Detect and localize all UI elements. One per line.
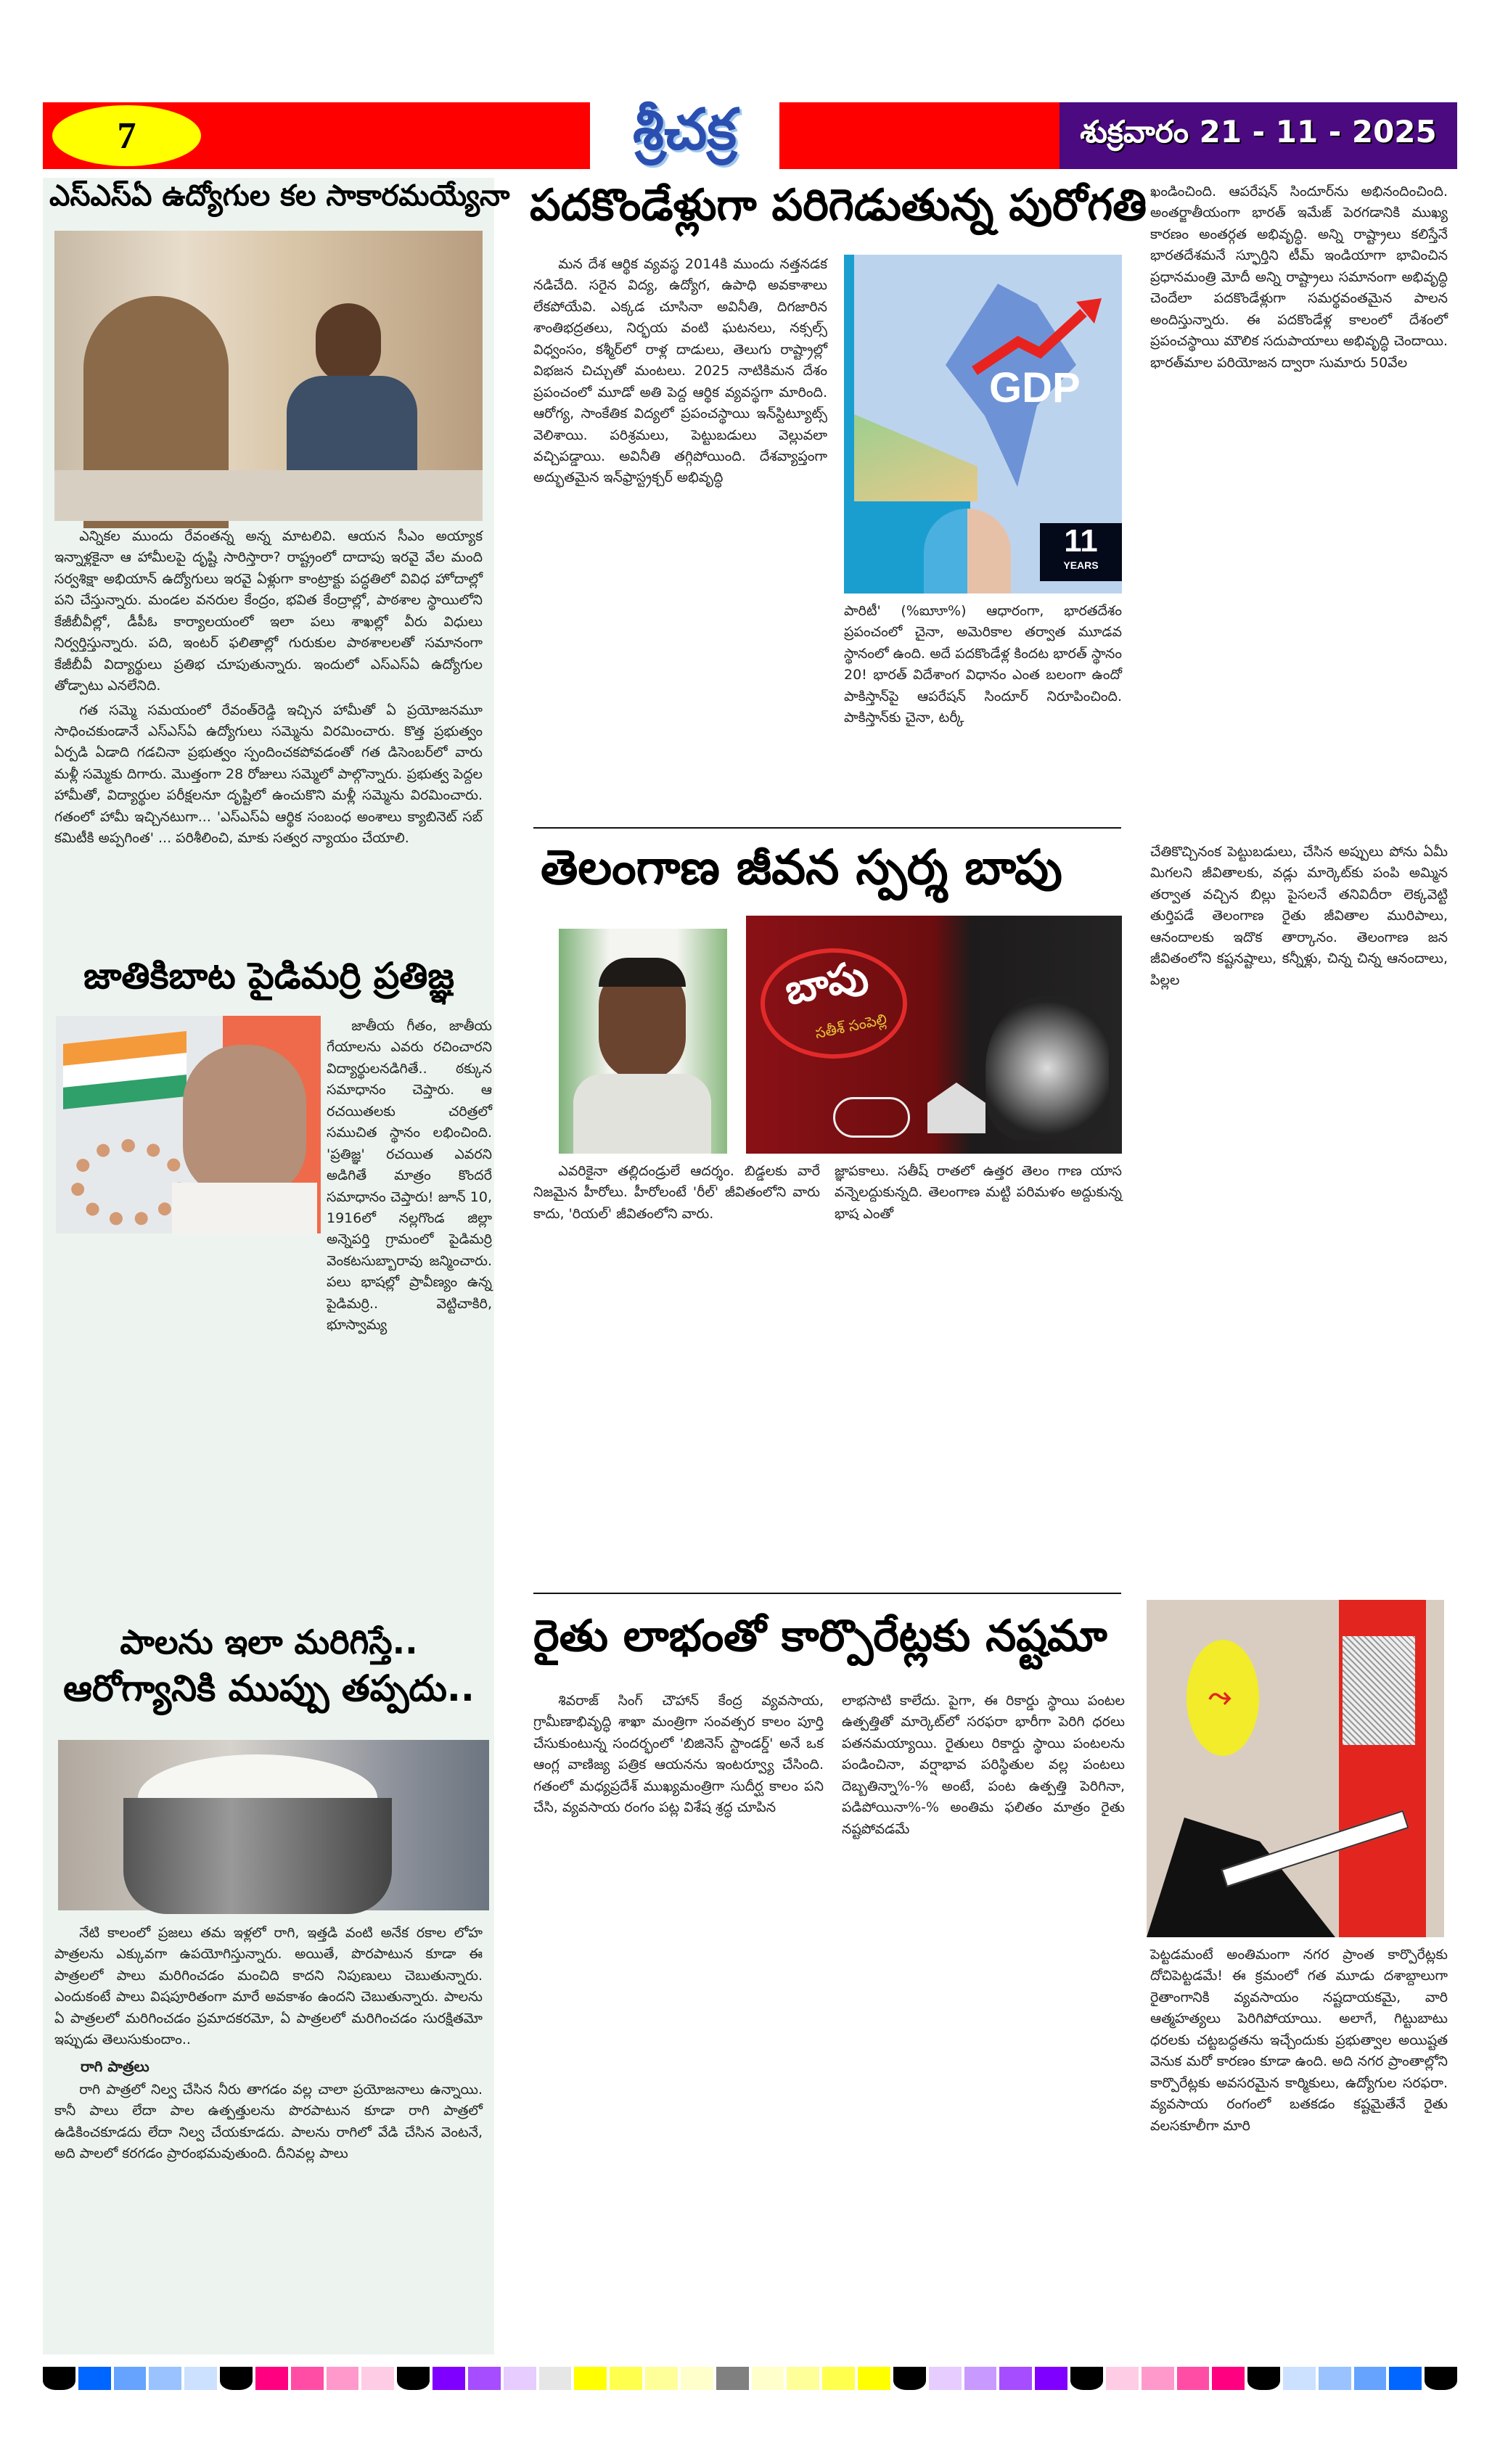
color-swatch (716, 2367, 749, 2390)
paidimarri-side-text (327, 1016, 492, 1334)
farmer-col-2 (842, 1691, 1125, 2351)
newspaper-logo (590, 93, 779, 180)
paragraph: చేతికొచ్చినంక పెట్టుబడులు, చేసిన అప్పులు పోను ఏమీ మిగలని జీవితాలకు, వడ్లు మార్కెట్‌కు పంపి అమ్మిన తర్వాత వచ్చిన బిల్లు పైసలనే తనివిదీరా లెక్కవెట్టి తుర్తిపడే తెలంగాణ రైతు జీవితాల మురిపాలు, ఆనందాలకు ఇదొక తార్కానం. తెలంగాణ జన జీవితంలోని కష్టనష్టాలు, కన్నీళ్లు, చిన్న చిన్న ఆనందాలు, పిల్లల (1150, 844, 1448, 988)
color-swatch (397, 2367, 430, 2390)
color-swatch (822, 2367, 855, 2390)
paragraph: శివరాజ్ సింగ్ చౌహాన్ కేంద్ర వ్యవసాయ, గ్రామీణాభివృద్ధి శాఖా మంత్రిగా సంవత్సర కాలం పూర్తి చేసుకుంటున్న సందర్భంలో 'బిజినెస్ స్టాండర్డ్' అనే ఒక ఆంగ్ల వాణిజ్య పత్రిక ఆయనను ఇంటర్వ్యూ చేసింది. గతంలో మధ్యప్రదేశ్ ముఖ్యమంత్రిగా సుదీర్ఘ కాలం పని చేసి, వ్యవసాయ రంగం పట్ల విశేష శ్రద్ధ చూపిన (533, 1693, 824, 1816)
paragraph: జ్ఞాపకాలు. సతీష్ రాతలో ఉత్తర తెలం గాణ యాస వన్నెలద్దుకున్నది. తెలంగాణ మట్టి పరిమళం అద్దుకున్న భాష ఎంతో (835, 1163, 1122, 1222)
color-swatch (149, 2367, 181, 2390)
paragraph: పెట్టడమంటే అంతిమంగా నగర ప్రాంత కార్పొరేట్లకు దోచిపెట్టడమే! ఈ క్రమంలో గత మూడు దశాబ్దాలుగా రైతాంగానికి వ్యవసాయం నష్టదాయకమై, వారి ఆత్మహత్యలు పెరిగిపోయాయి. అలాగే, గిట్టుబాటు ధరలకు చట్టబద్ధతను ఇచ్చేందుకు ప్రభుత్వాల అయిష్టత వెనుక మరో కారణం కూడా ఉంది. అది నగర ప్రాంతాల్లోని కార్పొరేట్లకు అవసరమైన కార్మికులు, ఉద్యోగుల సరఫరా. వ్యవసాయ రంగంలో బతకడం కష్టమైతేనే రైతు వలసకూలీగా మారి (1150, 1947, 1448, 2134)
farmer-cartoon (1147, 1600, 1444, 1937)
gdp-label: GDP (989, 364, 1081, 411)
ssa-interview-photo (54, 231, 483, 519)
color-swatch (43, 2367, 75, 2390)
date-band (1060, 102, 1457, 169)
paragraph: రాగి పాత్రలో నిల్వ చేసిన నీరు తాగడం వల్ల చాలా ప్రయోజనాలు ఉన్నాయి. కానీ పాలు లేదా పాల ఉత్పత్తులను పొరపాటున కూడా రాగి పాత్రలో ఉడికించకూడదు లేదా నిల్వ చేయకూడదు. పాలను రాగిలో వేడి చేసిన వెంటనే, అది పాలలో కరగడం ప్రారంభమవుతుంది. దీనివల్ల పాలు (54, 2081, 483, 2161)
paragraph: ఎవరికైనా తల్లిదండ్రులే ఆదర్శం. బిడ్డలకు వారే నిజమైన హీరోలు. హీరోలంటే 'రీల్' జీవితంలోని వారు కాదు, 'రియల్' జీవితంలోని వారు. (533, 1163, 820, 1222)
color-swatch (1319, 2367, 1351, 2390)
color-swatch (752, 2367, 784, 2390)
paidimarri-photo (56, 1016, 321, 1233)
rupee-arrow-icon: ⤳ (1208, 1680, 1231, 1713)
color-swatch (433, 2367, 465, 2390)
color-swatch (1212, 2367, 1245, 2390)
color-swatch (681, 2367, 713, 2390)
ssa-headline: ఎస్ఎస్ఏ ఉద్యోగుల కల సాకారమయ్యేనా (49, 179, 510, 213)
color-swatch (78, 2367, 111, 2390)
color-swatch (220, 2367, 253, 2390)
color-swatch (1425, 2367, 1457, 2390)
section-divider (533, 827, 1121, 829)
bapu-col-3 (1150, 842, 1448, 1578)
progress-col-2 (844, 601, 1122, 805)
issue-date: శుక్రవారం 21 - 11 - 2025 (1080, 114, 1437, 149)
color-swatch (539, 2367, 572, 2390)
bapu-col-2 (835, 1161, 1122, 1578)
logo-text: శ్రీచక్ర (633, 96, 737, 163)
color-swatch (1389, 2367, 1422, 2390)
color-swatch (468, 2367, 501, 2390)
print-color-bar (43, 2367, 1457, 2390)
color-swatch (858, 2367, 890, 2390)
gdp-illustration (844, 255, 1122, 594)
paragraph: ఖండించింది. ఆపరేషన్ సిందూర్‌ను అభినందించింది. అంతర్జాతీయంగా భారత్ ఇమేజ్ పెరగడానికి ముఖ్య కారణం అంతర్గత అభివృద్ధి. అన్ని రాష్ట్రాలు కలిస్తేనే భారతదేశమనే స్ఫూర్తిని టీమ్ ఇండియాగా భావించిన ప్రధానమంత్రి మోదీ అన్ని రాష్ట్రాలు సమానంగా అభివృద్ధి చెందేలా పదకొండేళ్లుగా సమర్థవంతమైన పాలన అందిస్తున్నారు. ఈ పదకొండేళ్ల కాలంలో దేశంలో ప్రపంచస్థాయి మౌలిక సదుపాయాలు అభివృద్ధి చెందాయి. భారత్‌మాల పరియోజన ద్వారా సుమారు 50వేల (1150, 184, 1448, 371)
farmer-col-3 (1150, 1944, 1448, 2351)
progress-col-3 (1150, 181, 1448, 805)
color-swatch (1354, 2367, 1387, 2390)
color-swatch (255, 2367, 288, 2390)
bapu-book-poster (746, 916, 1122, 1154)
farmer-col-1 (533, 1691, 824, 2351)
color-swatch (964, 2367, 997, 2390)
author-photo (559, 929, 727, 1154)
milk-headline-line2: ఆరోగ్యానికి ముప్పు తప్పదు.. (63, 1667, 475, 1709)
color-swatch (1106, 2367, 1139, 2390)
color-swatch (574, 2367, 607, 2390)
paragraph: పారిటీ' (%ఐూూ%) ఆధారంగా, భారతదేశం ప్రపంచంలో చైనా, అమెరికాల తర్వాత మూడవ స్థానంలో ఉంది. అదే పదకొండేళ్ల కిందట భారత్ స్థానం 20! భారత్ విదేశాంగ విధానం ఎంత బలంగా ఉందో పాకిస్తాన్‌పై ఆపరేషన్ సిందూర్ నిరూపించింది. పాకిస్తాన్‌కు చైనా, టర్కీ (844, 603, 1122, 726)
milk-article-body (54, 1923, 483, 2351)
color-swatch (184, 2367, 217, 2390)
ssa-article-body (54, 526, 483, 936)
poster-subtitle: సతీశ్ సంపెల్లి (813, 1009, 888, 1043)
color-swatch (504, 2367, 536, 2390)
years-number: 11 (1064, 523, 1098, 559)
paragraph: జాతీయ గీతం, జాతీయ గేయాలను ఎవరు రచించారని విద్యార్థులనడిగితే.. ఠక్కున సమాధానం చెప్తారు. ఆ రచయితలకు చరిత్రలో సముచిత స్థానం లభించింది. 'ప్రతిజ్ఞ' రచయిత ఎవరని అడిగితే మాత్రం కొందరే సమాధానం చెప్తారు! జూన్ 10, 1916లో నల్లగొండ జిల్లా అన్నెపర్తి గ్రామంలో పైడిమర్రి వెంకటసుబ్బారావు జన్మించారు. పలు భాషల్లో ప్రావీణ్యం ఉన్న పైడిమర్రి.. వెట్టిచాకిరి, భూస్వామ్య (327, 1018, 492, 1334)
color-swatch (1283, 2367, 1316, 2390)
paragraph: లాభసాటి కాలేదు. పైగా, ఈ రికార్డు స్థాయి పంటల ఉత్పత్తితో మార్కెట్‌లో సరఫరా భారీగా పెరిగి ధరలు పతనమయ్యాయి. రైతులు రికార్డు స్థాయి పంటలను పండించినా, వర్షాభావ పరిస్థితుల వల్ల పంటలు దెబ్బతిన్నా%-% అంటే, పంట ఉత్పత్తి పెరిగినా, పడిపోయినా%-% అంతిమ ఫలితం మాత్రం రైతు నష్టపోవడమే (842, 1693, 1125, 1837)
years-label: YEARS (1063, 559, 1099, 571)
bapu-headline: తెలంగాణ జీవన స్పర్శ బాపు (541, 839, 1062, 895)
color-swatch (1177, 2367, 1210, 2390)
color-swatch (1035, 2367, 1067, 2390)
color-swatch (610, 2367, 642, 2390)
page-number: 7 (117, 115, 136, 157)
milk-pot-photo (58, 1740, 489, 1910)
paidimarri-headline: జాతికిబాట పైడిమర్రి ప్రతిజ్ఞ (83, 955, 454, 997)
milk-headline-line1: పాలను ఇలా మరిగిస్తే.. (120, 1622, 418, 1662)
poster-title: బాపు (781, 950, 872, 1015)
paragraph: నేటి కాలంలో ప్రజలు తమ ఇళ్లలో రాగి, ఇత్తడి వంటి అనేక రకాల లోహ పాత్రలను ఎక్కువగా ఉపయోగిస్తున్నారు. అయితే, పొరపాటున కూడా ఈ పాత్రలలో పాలు మరిగించడం మంచిది కాదని నిపుణులు చెబుతున్నారు. ఎందుకంటే పాలు విషపూరితంగా మారే అవకాశం ఉందని చెబుతున్నారు. పాలను ఏ పాత్రలలో మరిగించడం ప్రమాదకరమో, ఏ పాత్రలలో మరిగించడం సురక్షితమో ఇప్పుడు తెలుసుకుందాం.. (54, 1925, 483, 2048)
color-swatch (1142, 2367, 1174, 2390)
paragraph: ఎన్నికల ముందు రేవంతన్న అన్న మాటలివి. ఆయన సీఎం అయ్యాక ఇన్నాళ్లకైనా ఆ హామీలపై దృష్టి సారిస్తారా? రాష్ట్రంలో దాదాపు ఇరవై వేల మంది సర్వశిక్షా అభియాన్ ఉద్యోగులు ఇరవై ఏళ్లుగా కాంట్రాక్టు పద్ధతిలో వివిధ హోదాల్లో పని చేస్తున్నారు. మండల వనరుల కేంద్రం, భవిత కేంద్రాల్లో, పాఠశాల స్థాయిలోని కేజీబీవీల్లో, డీపీఓ కార్యాలయంలో ఇలా పలు శాఖల్లో వీరు విధులు నిర్వర్తిస్తున్నారు. పది, ఇంటర్ ఫలితాల్లో గురుకుల పాఠశాలలతో సమానంగా కేజీబీవీ విద్యార్థులు ప్రతిభ చూపుతున్నారు. ఇందులో ఎస్ఎస్ఏ ఉద్యోగుల తోడ్పాటు ఎనలేనిది. (54, 528, 483, 694)
progress-headline: పదకొండేళ్లుగా పరిగెడుతున్న పురోగతి (530, 180, 1147, 231)
paragraph: మన దేశ ఆర్థిక వ్యవస్థ 2014కి ముందు నత్తనడక నడిచేది. సరైన విద్య, ఉద్యోగ, ఉపాధి అవకాశాలు లేకపోయేవి. ఎక్కడ చూసినా అవినీతి, దిగజారిన శాంతిభద్రతలు, నిర్భయ వంటి ఘటనలు, నక్సల్స్ విధ్వంసం, కశ్మీర్‌లో రాళ్ల దాడులు, తెలుగు రాష్ట్రాల్లో విభజన చిచ్చుతో మంటలు. 2025 నాటికిమన దేశం ప్రపంచంలో మూడో అతి పెద్ద ఆర్థిక వ్యవస్థగా మారింది. ఆరోగ్య, సాంకేతిక విద్యలో ప్రపంచస్థాయి ఇన్‌స్టిట్యూట్స్ వెలిశాయి. పరిశ్రమలు, పెట్టుబడులు వెల్లువలా వచ్చిపడ్డాయి. అవినీతి తగ్గిపోయింది. దేశవ్యాప్తంగా అద్భుతమైన ఇన్‌ఫ్రాస్ట్రక్చర్ అభివృద్ధి (533, 256, 827, 486)
color-swatch (787, 2367, 819, 2390)
color-swatch (1070, 2367, 1103, 2390)
color-swatch (999, 2367, 1032, 2390)
color-swatch (291, 2367, 324, 2390)
color-swatch (361, 2367, 394, 2390)
paragraph: గత సమ్మె సమయంలో రేవంత్‌రెడ్డి ఇచ్చిన హామీతో ఏ ప్రయోజనమూ సాధించకుండానే ఎస్ఎస్ఏ ఉద్యోగులు సమ్మెను విరమించారు. కొత్త ప్రభుత్వం ఏర్పడి ఏడాది గడచినా ప్రభుత్వం స్పందించకపోవడంతో గత డిసెంబర్‌లో వారు మళ్లీ సమ్మెకు దిగారు. మొత్తంగా 28 రోజులు సమ్మెలో పాల్గొన్నారు. ప్రభుత్వ పెద్దల హామీతో, విద్యార్థుల పరీక్షలనూ దృష్టిలో ఉంచుకొని మళ్లీ సమ్మెను విరమించారు. గతంలో హామీ ఇచ్చినటుగా... 'ఎస్ఎస్ఏ ఆర్థిక సంబంధ అంశాలు క్యాబినెట్ సబ్ కమిటీకి అప్పగింత' ... పరిశీలించి, మాకు సత్వర న్యాయం చేయాలి. (54, 702, 483, 847)
progress-col-1 (533, 254, 827, 805)
color-swatch (1247, 2367, 1280, 2390)
bapu-col-1 (533, 1161, 820, 1578)
page-number-badge (52, 105, 201, 166)
section-divider (533, 1593, 1121, 1594)
subheading-copper: రాగి పాత్రలు (81, 2057, 149, 2075)
color-swatch (327, 2367, 359, 2390)
color-swatch (645, 2367, 678, 2390)
color-swatch (114, 2367, 147, 2390)
farmer-headline: రైతు లాభంతో కార్పొరేట్లకు నష్టమా (533, 1611, 1107, 1662)
color-swatch (929, 2367, 962, 2390)
color-swatch (893, 2367, 926, 2390)
